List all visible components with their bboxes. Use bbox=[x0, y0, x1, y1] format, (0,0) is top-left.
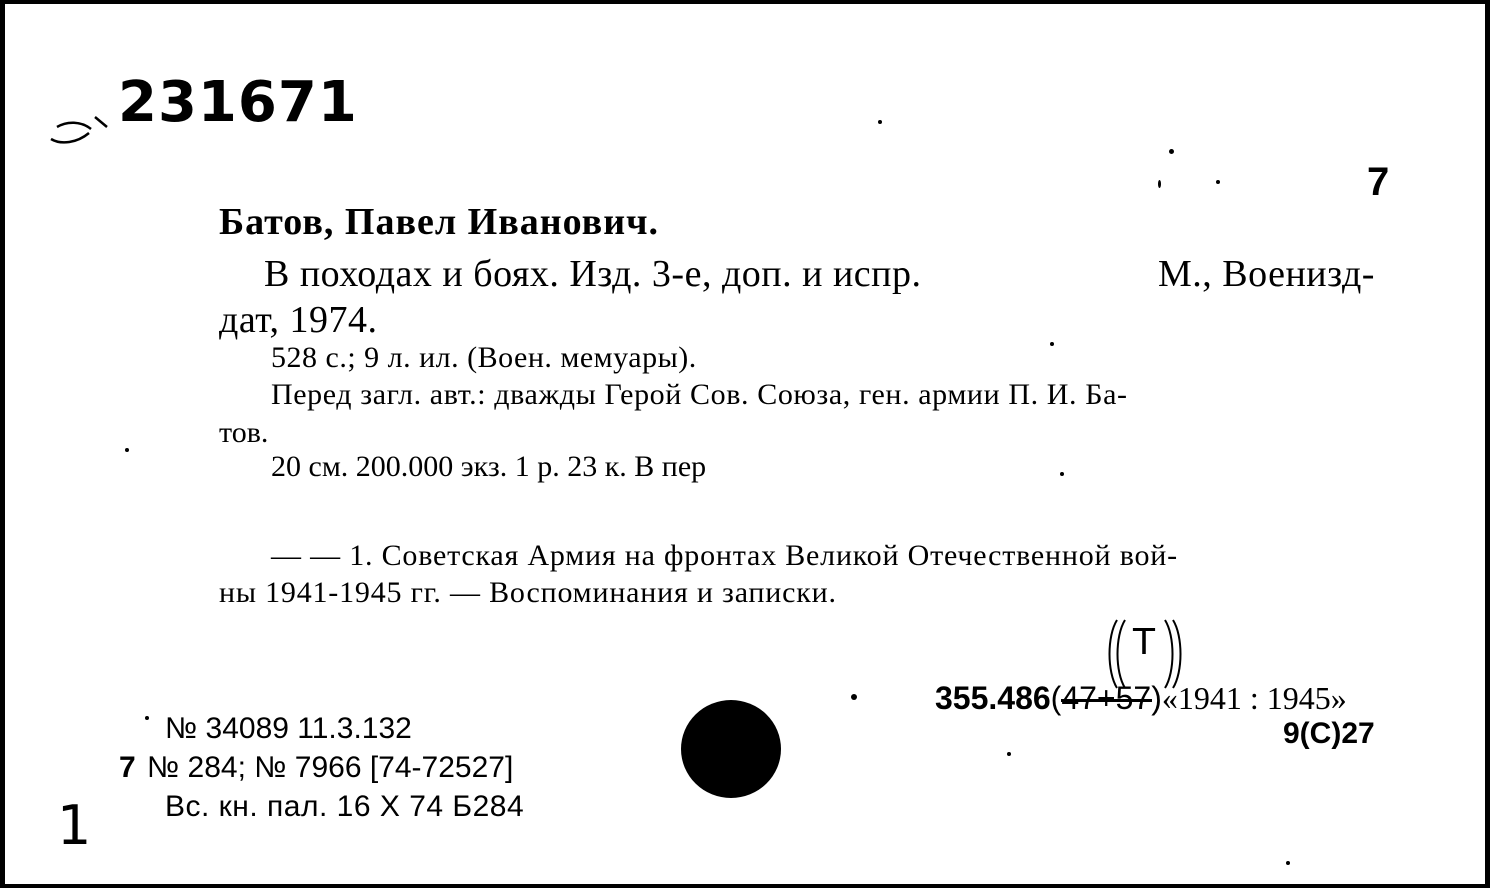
title-line-1: В походах и боях. Изд. 3-е, доп. и испр. bbox=[264, 253, 922, 295]
stamp-letter: Т bbox=[1133, 622, 1155, 663]
author-heading: Батов, Павел Иванович. bbox=[219, 201, 660, 243]
speck bbox=[1050, 342, 1054, 346]
strike-through bbox=[1061, 699, 1152, 702]
speck bbox=[878, 120, 882, 124]
speck bbox=[851, 694, 857, 700]
speck bbox=[125, 448, 129, 452]
handwritten-corner-number: 1 bbox=[57, 794, 92, 857]
classification-main: 355.486 bbox=[935, 680, 1051, 716]
classification-parenthetical: (47+57) bbox=[1050, 680, 1162, 716]
publisher-line-1: М., Военизд- bbox=[1158, 253, 1375, 295]
speck bbox=[1169, 149, 1174, 154]
punch-hole bbox=[681, 700, 781, 798]
note-line-1: Перед загл. авт.: дважды Герой Сов. Союза, ген. армии П. И. Ба- bbox=[271, 378, 1128, 411]
speck bbox=[1060, 472, 1064, 476]
order-number-line: № 34089 11.3.132 bbox=[165, 712, 412, 745]
order-prefix: 7 bbox=[119, 751, 136, 784]
speck bbox=[1216, 180, 1220, 184]
speck bbox=[1007, 752, 1011, 756]
speck bbox=[1286, 861, 1290, 865]
title-line-2: дат, 1974. bbox=[219, 299, 378, 341]
order-line-3: Вс. кн. пал. 16 X 74 Б284 bbox=[165, 790, 525, 823]
order-line-2: № 284; № 7966 [74-72527] bbox=[147, 751, 514, 784]
note-line-2: тов. bbox=[219, 416, 269, 449]
subject-line-2: ны 1941-1945 гг. — Воспоминания и записки. bbox=[219, 576, 837, 609]
classification-code bbox=[935, 680, 1347, 717]
classification-secondary: 9(С)27 bbox=[1283, 717, 1375, 750]
collation-line: 528 с.; 9 л. ил. (Воен. мемуары). bbox=[271, 341, 697, 374]
handwritten-inventory-number: 231671 bbox=[118, 70, 358, 135]
subject-line-1: — — 1. Советская Армия на фронтах Великой Отечественной вой- bbox=[271, 539, 1178, 572]
format-line: 20 см. 200.000 экз. 1 р. 23 к. В пер bbox=[271, 450, 707, 483]
shelf-mark: 7 bbox=[1367, 160, 1390, 204]
speck bbox=[145, 716, 149, 720]
ink-scribble-icon bbox=[47, 99, 117, 149]
speck bbox=[1158, 180, 1161, 188]
classification-years: «1941 : 1945» bbox=[1161, 680, 1347, 716]
